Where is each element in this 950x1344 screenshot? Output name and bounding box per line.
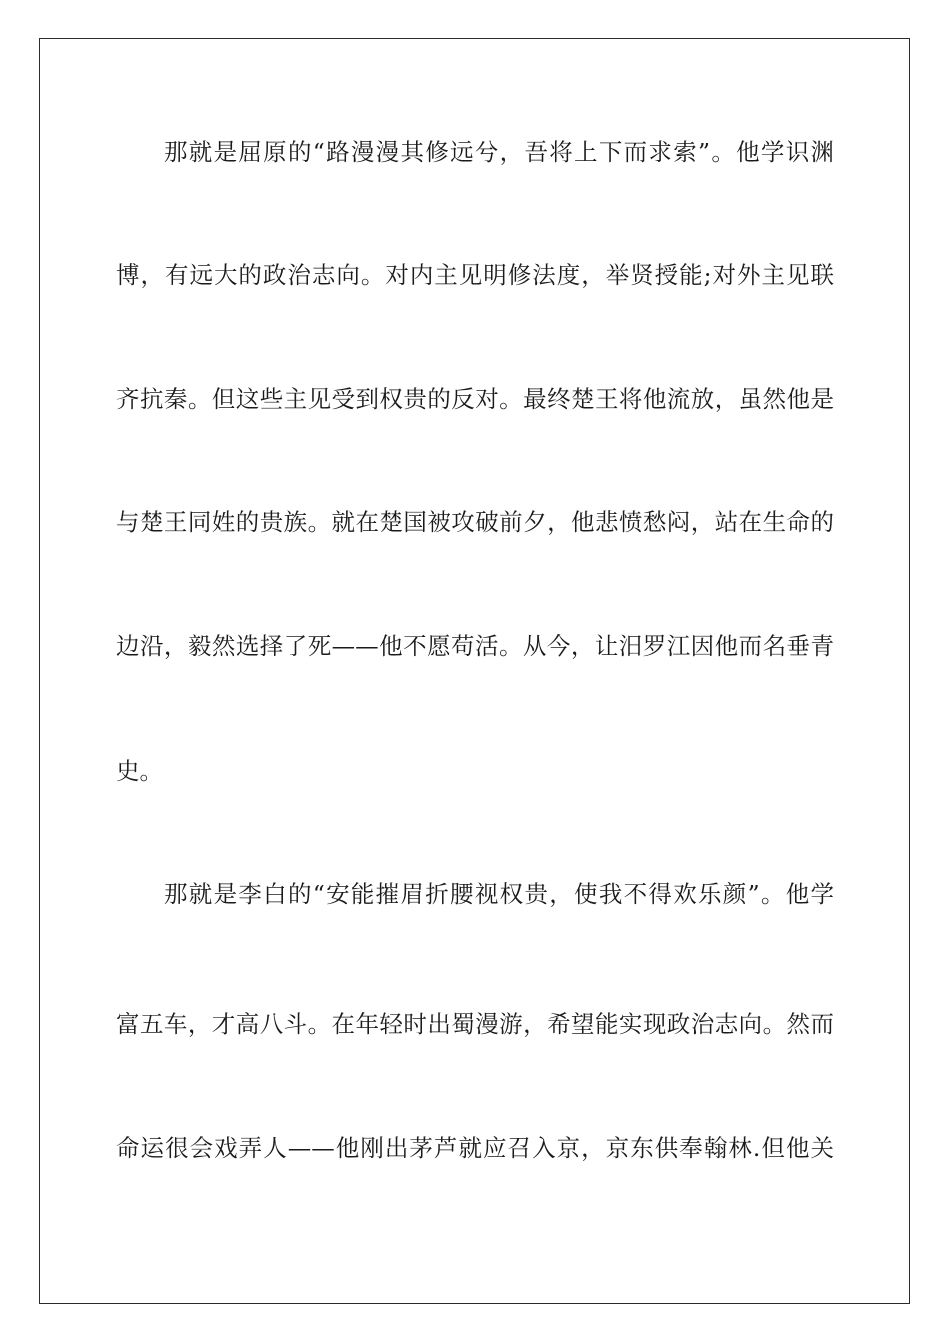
paragraph-1-line-1: 那就是屈原的“路漫漫其修远兮，吾将上下而求索”。他学识渊: [164, 138, 834, 166]
paragraph-1-line-3: 齐抗秦。但这些主见受到权贵的反对。最终楚王将他流放，虽然他是: [116, 385, 834, 413]
paragraph-1-line-6: 史。: [116, 757, 163, 785]
paragraph-1-line-4: 与楚王同姓的贵族。就在楚国被攻破前夕，他悲愤愁闷，站在生命的: [116, 508, 834, 536]
paragraph-2-line-3: 命运很会戏弄人——他刚出茅芦就应召入京，京东供奉翰林.但他关: [116, 1134, 834, 1162]
paragraph-2-line-1: 那就是李白的“安能摧眉折腰视权贵，使我不得欢乐颜”。他学: [164, 880, 834, 908]
page-border: [39, 38, 910, 1304]
paragraph-1-line-2: 博，有远大的政治志向。对内主见明修法度，举贤授能;对外主见联: [116, 261, 834, 289]
paragraph-1-line-5: 边沿，毅然选择了死——他不愿苟活。从今，让汨罗江因他而名垂青: [116, 632, 834, 660]
paragraph-2-line-2: 富五车，才高八斗。在年轻时出蜀漫游，希望能实现政治志向。然而: [116, 1010, 834, 1038]
